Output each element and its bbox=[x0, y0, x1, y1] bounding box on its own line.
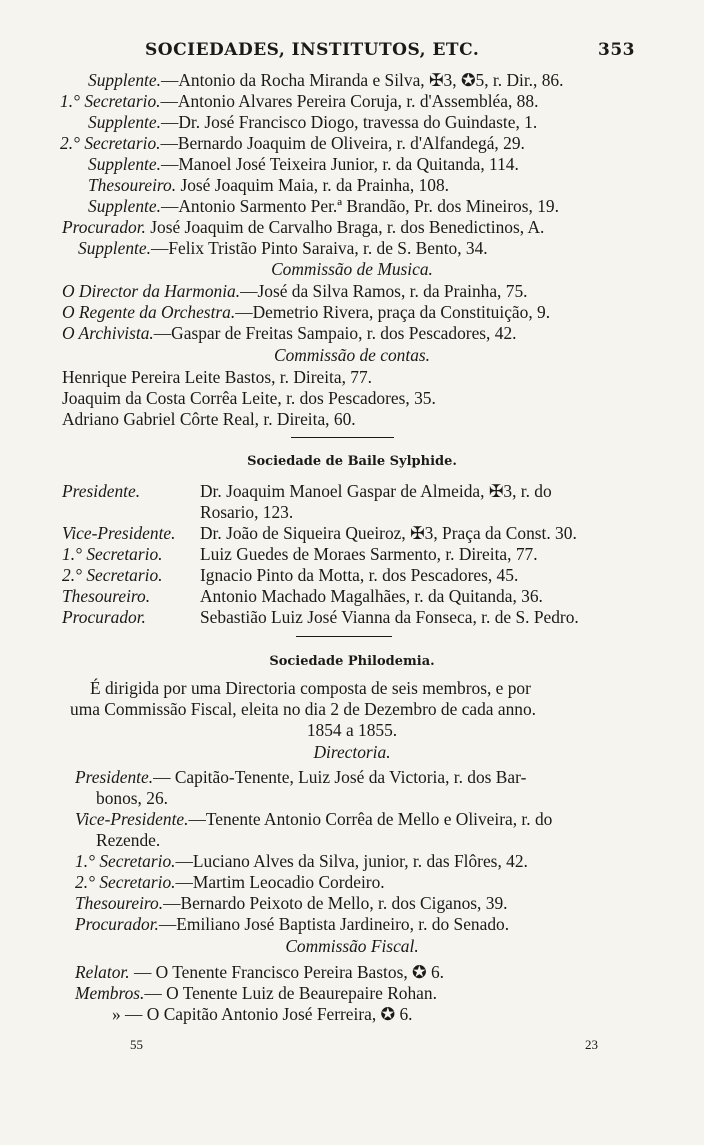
list-item: 1.° Secretario.—Antonio Alvares Pereira Coruja, r. d'Assembléa, 88. bbox=[60, 91, 539, 111]
list-item: » — O Capitão Antonio José Ferreira, ✪ 6. bbox=[112, 1004, 413, 1024]
row-value-cont: Rosario, 123. bbox=[200, 502, 294, 522]
list-item: O Regente da Orchestra.—Demetrio Rivera, praça da Constituição, 9. bbox=[62, 302, 551, 322]
row-label: Procurador. bbox=[62, 607, 146, 627]
list-item: Membros.— O Tenente Luiz de Beaurepaire Rohan. bbox=[75, 983, 437, 1003]
row-value: Dr. João de Siqueira Queiroz, ✠3, Praça da Const. 30. bbox=[200, 523, 577, 543]
list-item: Procurador. José Joaquim de Carvalho Braga, r. dos Benedictinos, A. bbox=[62, 217, 545, 237]
list-item: Thesoureiro. José Joaquim Maia, r. da Prainha, 108. bbox=[88, 175, 449, 195]
divider bbox=[291, 437, 394, 438]
row-value: Antonio Machado Magalhães, r. da Quitanda, 36. bbox=[200, 586, 543, 606]
header-title: SOCIEDADES, INSTITUTOS, ETC. bbox=[145, 40, 480, 60]
row-label: Vice-Presidente. bbox=[62, 523, 176, 543]
divider bbox=[296, 636, 392, 637]
list-item: Supplente.—Manoel José Teixeira Junior, r. da Quitanda, 114. bbox=[88, 154, 519, 174]
list-item: 2.° Secretario.—Bernardo Joaquim de Oliveira, r. d'Alfandegá, 29. bbox=[60, 133, 525, 153]
paragraph-line: É dirigida por uma Directoria composta de seis membros, e por bbox=[90, 678, 531, 698]
list-item: 2.° Secretario.—Martim Leocadio Cordeiro. bbox=[75, 872, 385, 892]
footer-sheet: 23 bbox=[585, 1037, 598, 1052]
list-item: Procurador.—Emiliano José Baptista Jardineiro, r. do Senado. bbox=[75, 914, 510, 934]
row-value: Dr. Joaquim Manoel Gaspar de Almeida, ✠3, r. do bbox=[200, 481, 552, 501]
row-value: Luiz Guedes de Moraes Sarmento, r. Direita, 77. bbox=[200, 544, 538, 564]
list-item: Adriano Gabriel Côrte Real, r. Direita, 60. bbox=[62, 409, 356, 429]
row-label: Presidente. bbox=[62, 481, 141, 501]
list-item: O Director da Harmonia.—José da Silva Ramos, r. da Prainha, 75. bbox=[62, 281, 528, 301]
section-heading: Sociedade Philodemia. bbox=[269, 654, 435, 669]
section-heading: Commissão de contas. bbox=[273, 345, 431, 365]
list-item: O Archivista.—Gaspar de Freitas Sampaio, r. dos Pescadores, 42. bbox=[62, 323, 517, 343]
list-item: Relator. — O Tenente Francisco Pereira Bastos, ✪ 6. bbox=[75, 962, 444, 982]
paragraph-line: uma Commissão Fiscal, eleita no dia 2 de Dezembro de cada anno. bbox=[70, 699, 537, 719]
row-label: Thesoureiro. bbox=[62, 586, 151, 606]
years: 1854 a 1855. bbox=[306, 720, 398, 740]
list-item: Supplente.—Felix Tristão Pinto Saraiva, r. de S. Bento, 34. bbox=[78, 238, 488, 258]
row-value: Sebastião Luiz José Vianna da Fonseca, r. de S. Pedro. bbox=[200, 607, 579, 627]
subsection-heading: Commissão Fiscal. bbox=[285, 936, 419, 956]
page-number: 353 bbox=[598, 40, 635, 60]
row-label: 1.° Secretario. bbox=[62, 544, 163, 564]
row-value: Ignacio Pinto da Motta, r. dos Pescadores, 45. bbox=[200, 565, 519, 585]
list-item: Vice-Presidente.—Tenente Antonio Corrêa de Mello e Oliveira, r. do bbox=[75, 809, 553, 829]
footer-signature: 55 bbox=[130, 1037, 143, 1052]
list-item: Supplente.—Dr. José Francisco Diogo, travessa do Guindaste, 1. bbox=[88, 112, 538, 132]
list-item-cont: Rezende. bbox=[96, 830, 161, 850]
list-item: 1.° Secretario.—Luciano Alves da Silva, junior, r. das Flôres, 42. bbox=[75, 851, 528, 871]
row-label: 2.° Secretario. bbox=[62, 565, 163, 585]
list-item: Thesoureiro.—Bernardo Peixoto de Mello, r. dos Ciganos, 39. bbox=[75, 893, 508, 913]
list-item: Supplente.—Antonio Sarmento Per.ª Brandão, Pr. dos Mineiros, 19. bbox=[88, 196, 559, 216]
list-item: Joaquim da Costa Corrêa Leite, r. dos Pescadores, 35. bbox=[62, 388, 436, 408]
list-item: Supplente.—Antonio da Rocha Miranda e Silva, ✠3, ✪5, r. Dir., 86. bbox=[88, 70, 564, 90]
list-item: Henrique Pereira Leite Bastos, r. Direita, 77. bbox=[62, 367, 373, 387]
subsection-heading: Directoria. bbox=[313, 742, 391, 762]
list-item: Presidente.— Capitão-Tenente, Luiz José da Victoria, r. dos Bar- bbox=[75, 767, 527, 787]
list-item-cont: bonos, 26. bbox=[96, 788, 168, 808]
section-heading: Sociedade de Baile Sylphide. bbox=[247, 454, 457, 469]
section-heading: Commissão de Musica. bbox=[271, 259, 433, 279]
